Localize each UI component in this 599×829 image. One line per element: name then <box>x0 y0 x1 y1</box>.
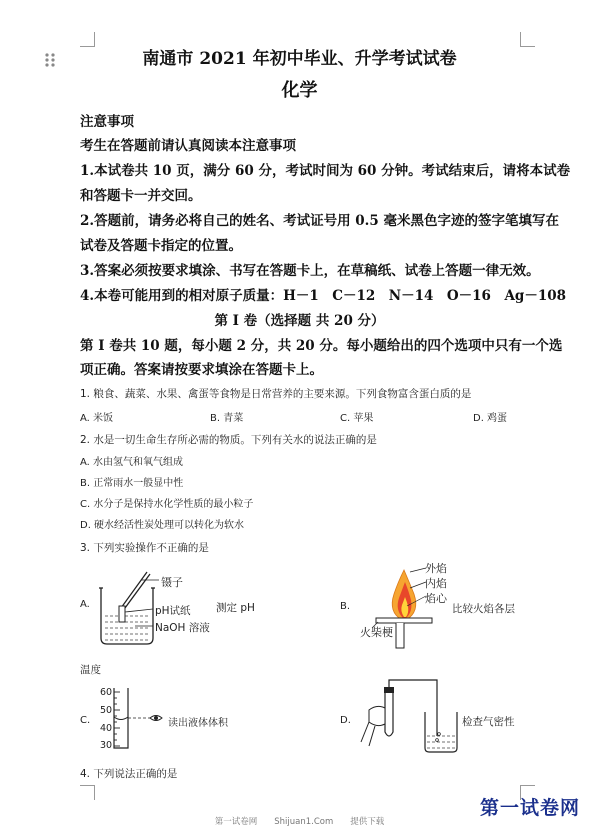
question-1-stem: 1. 粮食、蔬菜、水果、禽蛋等食物是日常营养的主要来源。下列食物富含蛋白质的是 <box>80 388 472 400</box>
matchstick-label: 火柴梗 <box>360 626 393 639</box>
question-1-option-a: A. 米饭 <box>80 413 114 424</box>
inner-flame-label: 内焰 <box>425 577 447 590</box>
ph-paper-label: pH试纸 <box>155 605 191 617</box>
question-1-option-c: C. 苹果 <box>340 413 374 424</box>
question-3-option-b-caption: 比较火焰各层 <box>452 603 515 615</box>
question-3-option-c-caption: 读出液体体积 <box>168 718 228 729</box>
cylinder-tick-40: 40 <box>100 723 113 734</box>
section-description: 项正确。答案请按要求填涂在答题卡上。 <box>80 362 323 378</box>
section-title: 第 I 卷（选择题 共 20 分） <box>214 313 385 329</box>
question-2-option-c: C. 水分子是保持水化学性质的最小粒子 <box>80 499 254 510</box>
question-3-stem: 3. 下列实验操作不正确的是 <box>80 542 209 554</box>
notice-line: 4.本卷可能用到的相对原子质量：H－1 C－12 N－14 O－16 Ag－108 <box>80 288 567 304</box>
notice-line: 和答题卡一并交回。 <box>80 188 202 204</box>
notice-line: 1.本试卷共 10 页，满分 60 分，考试时间为 60 分钟。考试结束后，请将本试卷 <box>80 163 571 179</box>
notice-line: 3.答案必须按要求填涂、书写在答题卡上，在草稿纸、试卷上答题一律无效。 <box>80 263 540 279</box>
flame-core-label: 焰心 <box>425 592 447 605</box>
question-3-option-c-letter: C. <box>80 715 91 726</box>
exam-title: 南通市 2021 年初中毕业、升学考试试卷 <box>142 49 457 69</box>
cylinder-tick-60: 60 <box>100 687 113 698</box>
temperature-label: 温度 <box>80 664 101 676</box>
question-3-option-a-letter: A. <box>80 599 90 610</box>
page-footer: 第一试卷网 Shijuan1.Com 提供下载 <box>214 817 385 827</box>
notice-intro: 考生在答题前请认真阅读本注意事项 <box>80 138 296 154</box>
notice-line: 2.答题前，请务必将自己的姓名、考试证号用 0.5 毫米黑色字迹的签字笔填写在 <box>80 213 559 229</box>
question-3-option-a-caption: 测定 pH <box>216 602 255 614</box>
question-2-option-a: A. 水由氢气和氧气组成 <box>80 457 184 468</box>
notice-line: 试卷及答题卡指定的位置。 <box>80 238 242 254</box>
question-1-option-d: D. 鸡蛋 <box>473 413 508 424</box>
question-3-option-b-letter: B. <box>340 601 351 612</box>
section-description: 第 I 卷共 10 题，每小题 2 分，共 20 分。每小题给出的四个选项中只有一个选 <box>80 338 563 354</box>
question-4-stem: 4. 下列说法正确的是 <box>80 768 178 780</box>
outer-flame-label: 外焰 <box>425 562 447 575</box>
question-2-option-b: B. 正常雨水一般显中性 <box>80 478 184 489</box>
naoh-solution-label: NaOH 溶液 <box>155 622 210 634</box>
tweezers-label: 镊子 <box>161 576 183 589</box>
question-2-option-d: D. 硬水经活性炭处理可以转化为软水 <box>80 520 245 531</box>
notice-heading: 注意事项 <box>80 114 134 130</box>
airtightness-diagram <box>355 676 465 756</box>
question-2-stem: 2. 水是一切生命生存所必需的物质。下列有关水的说法正确的是 <box>80 434 377 446</box>
crop-mark-bottom-left <box>80 785 95 800</box>
watermark-logo: 第一试卷网 <box>480 797 581 819</box>
cylinder-tick-30: 30 <box>100 740 113 751</box>
question-3-option-d-caption: 检查气密性 <box>462 716 515 728</box>
question-1-option-b: B. 青菜 <box>210 413 244 424</box>
question-3-option-d-letter: D. <box>340 715 351 726</box>
exam-subject: 化学 <box>281 80 318 101</box>
cylinder-tick-50: 50 <box>100 705 113 716</box>
